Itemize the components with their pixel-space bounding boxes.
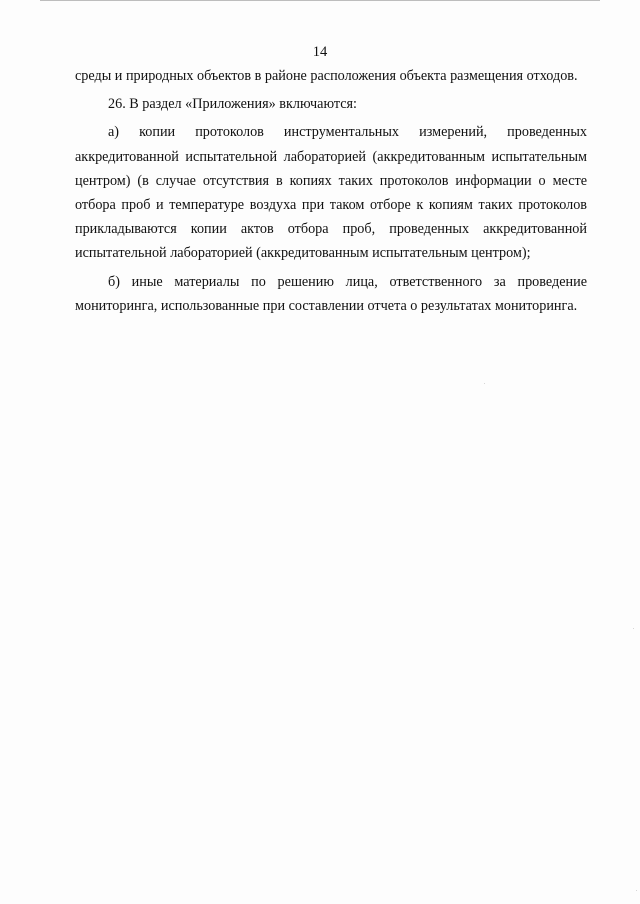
document-body — [75, 64, 587, 322]
scan-speck — [484, 383, 485, 384]
paragraph-item-a: а) копии протоколов инструментальных измерений, проведенных аккредитованной испытательной лабораторией (аккредитованным испытательным центром) (в случае отсутствия в копиях таких протоколов информации о месте отбора проб и температуре воздуха при таком отборе к копиям таких протоколов прикладываются копии актов отбора проб, проведенных аккредитованной испытательной лабораторией (аккредитованным испытательным центром); — [75, 124, 587, 262]
scan-edge-line — [40, 0, 600, 1]
scan-speck — [636, 890, 637, 891]
scan-speck — [633, 628, 634, 629]
paragraph-26: 26. В раздел «Приложения» включаются: — [108, 96, 357, 113]
paragraph-continuation: среды и природных объектов в районе расположения объекта размещения отходов. — [75, 68, 578, 84]
paragraph-item-b: б) иные материалы по решению лица, ответственного за проведение мониторинга, использованные при составлении отчета о результатах мониторинга. — [75, 273, 587, 314]
page-number: 14 — [312, 44, 328, 60]
